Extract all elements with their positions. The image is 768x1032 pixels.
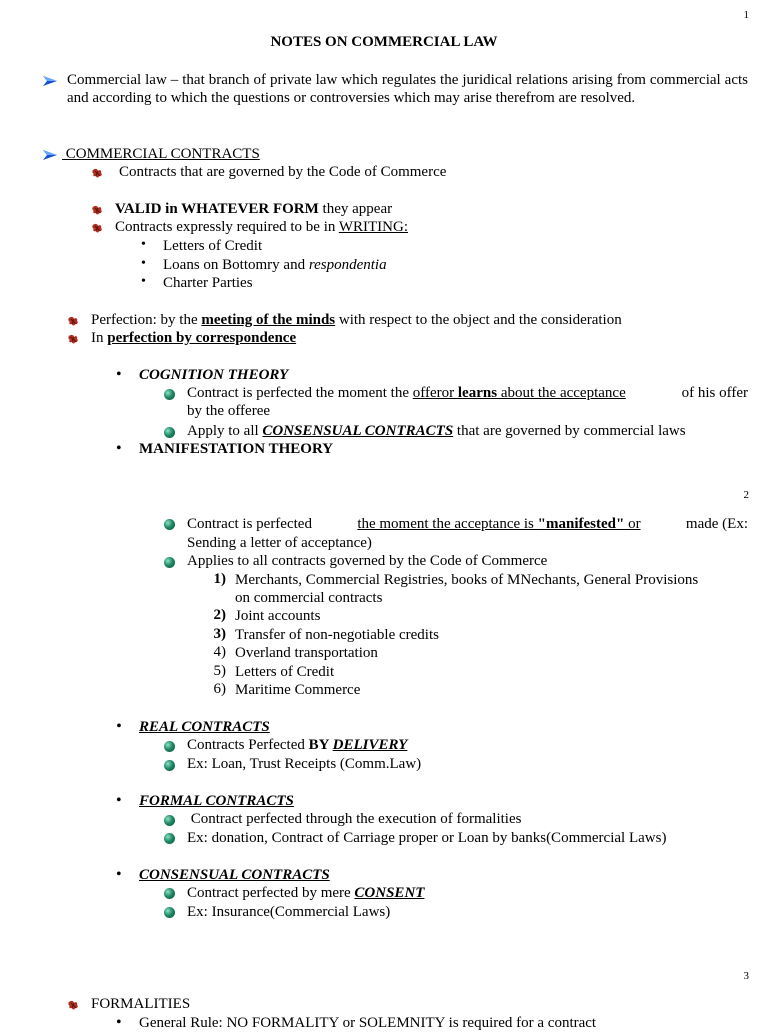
list-item [115,218,408,236]
list-item: Ex: donation, Contract of Carriage proper or Loan by banks(Commercial Laws) [187,830,667,846]
text: of his offer [677,385,748,401]
text: Contracts Perfected [187,737,309,753]
sphere-bullet-icon [164,888,175,899]
list-number: 4) [213,644,226,660]
text: Merchants, Commercial Registries, books of MNechants, General Provisions [235,572,699,588]
theory-heading: MANIFESTATION THEORY [139,441,334,457]
numbered-item: Transfer of non-negotiable credits [235,627,439,643]
numbered-item: Letters of Credit [235,664,335,680]
text: Contract perfected by mere [187,885,355,901]
contract-type-heading: REAL CONTRACTS [139,719,270,735]
sphere-bullet-icon [164,427,175,438]
text: Loans on Bottomry and [163,257,309,273]
numbered-item: Maritime Commerce [235,682,361,698]
page-title: NOTES ON COMMERCIAL LAW [270,34,498,50]
bold-underlined-text: meeting of the minds [201,312,336,328]
sphere-bullet-icon [164,907,175,918]
leaf-bullet-icon [68,316,79,327]
page-number: 2 [743,489,749,501]
list-item [91,329,296,347]
arrow-bullet-icon [42,149,58,161]
list-number: 2) [213,607,226,623]
list-number: 1) [213,571,226,587]
sphere-bullet-icon [164,389,175,400]
list-number: 5) [213,663,226,679]
text: that are governed by commercial laws [453,423,686,439]
theory-heading: COGNITION THEORY [139,367,289,383]
bullet-dot: • [116,792,122,809]
text: In [91,330,108,346]
bullet-dot: • [116,866,122,883]
sphere-bullet-icon [164,741,175,752]
definition-paragraph: Commercial law – that branch of private law which regulates the juridical relations arising from commercial acts and according to which the questions or controversies which may arise therefrom are resolved. [67,72,748,106]
leaf-bullet-icon [92,223,103,234]
leaf-bullet-icon [92,205,103,216]
list-item: Applies to all contracts governed by the Code of Commerce [187,553,548,569]
sphere-bullet-icon [164,815,175,826]
leaf-bullet-icon [68,1000,79,1011]
text: made (Ex: [682,516,748,532]
numbered-item: Overland transportation [235,645,378,661]
bold-italic-underlined-text: CONSENT [354,885,425,901]
list-number: 3) [213,626,226,642]
bold-text: VALID in WHATEVER FORM [115,201,319,217]
bold-text: BY [308,737,333,753]
contract-type-heading: FORMAL CONTRACTS [139,793,294,809]
bold-italic-underlined-text: DELIVERY [332,737,408,753]
numbered-item-continuation: on commercial contracts [235,590,383,606]
bullet-dot: • [141,256,146,271]
text: Contract is perfected [187,516,316,532]
list-item [187,736,407,754]
text: Apply to all [187,423,263,439]
underlined-text: about the acceptance [497,385,626,401]
section-heading: FORMALITIES [91,996,191,1012]
underlined-text: offeror [412,385,458,401]
list-item: General Rule: NO FORMALITY or SOLEMNITY is required for a contract [139,1015,597,1031]
list-item: Letters of Credit [163,238,263,254]
list-item: Charter Parties [163,275,253,291]
bullet-dot: • [116,718,122,735]
list-item: Ex: Loan, Trust Receipts (Comm.Law) [187,756,422,772]
list-number: 6) [213,681,226,697]
italic-text: respondentia [308,257,387,273]
list-item-continuation: Sending a letter of acceptance) [187,535,372,551]
sphere-bullet-icon [164,833,175,844]
sphere-bullet-icon [164,557,175,568]
bold-underlined-text: perfection by correspondence [107,330,297,346]
page-number: 1 [743,9,749,21]
bullet-dot: • [116,440,122,457]
contract-type-heading: CONSENSUAL CONTRACTS [139,867,330,883]
list-item: Contracts that are governed by the Code of Commerce [119,164,447,180]
bold-underlined-text: learns [457,385,498,401]
numbered-item: Joint accounts [235,608,321,624]
text: with respect to the object and the consideration [335,312,622,328]
text: Contract is perfected the moment the [187,385,413,401]
underlined-text: the moment the acceptance is [357,516,538,532]
text: they appear [318,201,393,217]
list-item: Ex: Insurance(Commercial Laws) [187,904,391,920]
bold-underlined-text: "manifested" [537,516,625,532]
list-item: Contract perfected through the execution of formalities [187,811,522,827]
arrow-bullet-icon [42,75,58,87]
bullet-dot: • [141,274,146,289]
page-number: 3 [743,970,749,982]
list-item-continuation: by the offeree [187,403,271,419]
section-heading: COMMERCIAL CONTRACTS [62,146,260,162]
list-item [187,884,424,902]
bullet-dot: • [116,1014,122,1031]
list-item [163,256,387,274]
text: Perfection: by the [91,312,202,328]
leaf-bullet-icon [68,334,79,345]
list-item [115,200,392,218]
list-item [91,311,622,329]
list-item [187,422,686,440]
bullet-dot: • [141,237,146,252]
sphere-bullet-icon [164,760,175,771]
leaf-bullet-icon [92,168,103,179]
underlined-text: WRITING: [338,219,408,235]
text: Contracts expressly required to be in [115,219,339,235]
numbered-item [235,571,748,589]
underlined-text: or [624,516,641,532]
bullet-dot: • [116,366,122,383]
list-item [187,384,748,402]
list-item [187,515,748,533]
bold-italic-underlined-text: CONSENSUAL CONTRACTS [262,423,454,439]
sphere-bullet-icon [164,519,175,530]
